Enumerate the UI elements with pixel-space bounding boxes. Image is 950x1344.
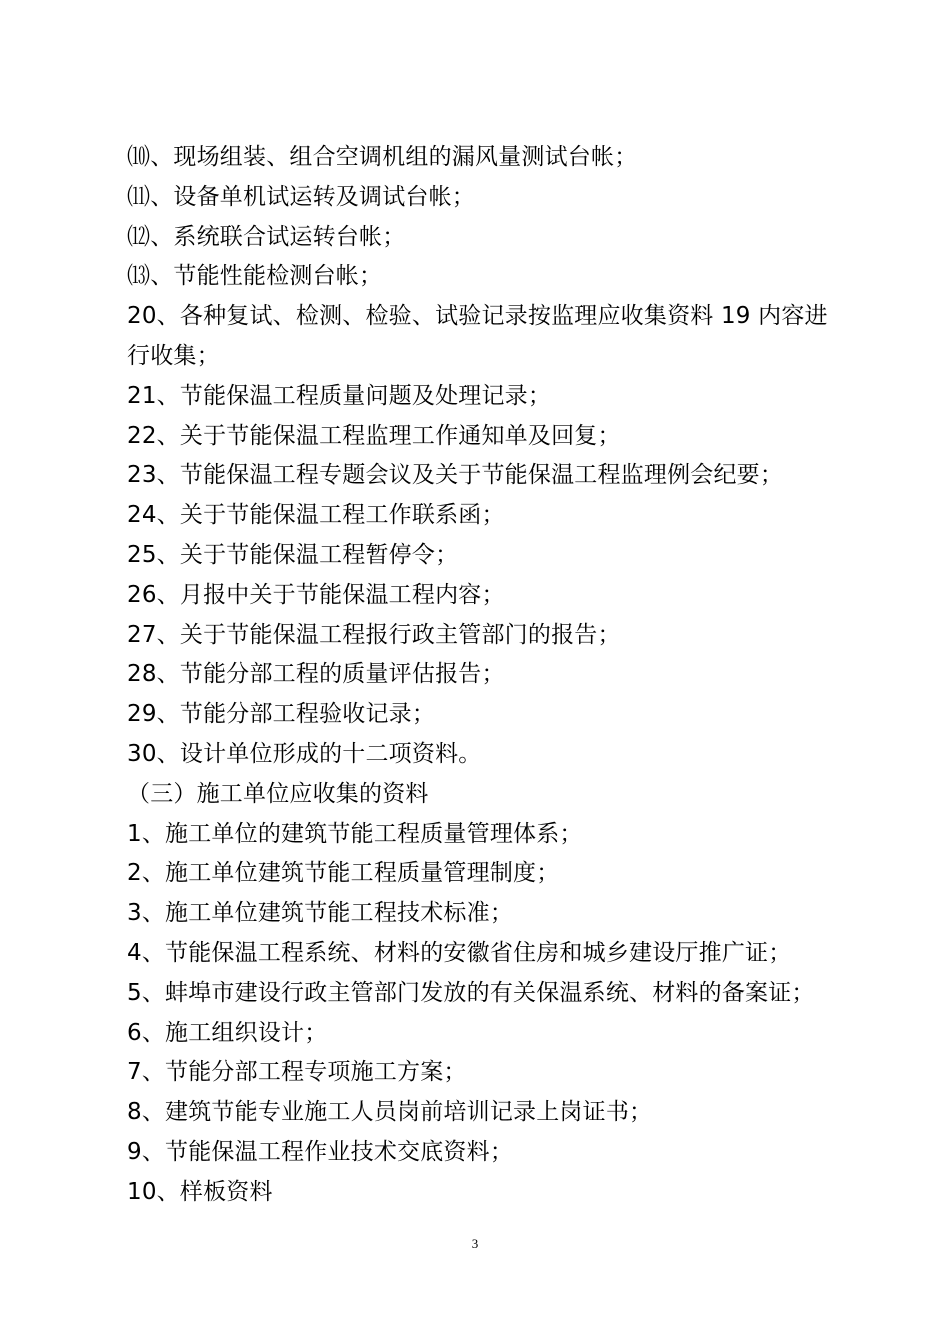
list-item: 1、施工单位的建筑节能工程质量管理体系； bbox=[127, 820, 583, 847]
list-item: 26、月报中关于节能保温工程内容； bbox=[127, 581, 505, 608]
list-item: 10、样板资料 bbox=[127, 1178, 273, 1205]
list-item: 23、节能保温工程专题会议及关于节能保温工程监理例会纪要； bbox=[127, 462, 784, 489]
list-item: 29、节能分部工程验收记录； bbox=[127, 701, 436, 728]
section-heading: （三）施工单位应收集的资料 bbox=[127, 780, 429, 807]
page-number: 3 bbox=[471, 1236, 479, 1251]
list-item: 25、关于节能保温工程暂停令； bbox=[127, 541, 459, 568]
list-item: 24、关于节能保温工程工作联系函； bbox=[127, 502, 505, 529]
list-item: ⒀、节能性能检测台帐； bbox=[127, 263, 383, 290]
list-item: 30、设计单位形成的十二项资料。 bbox=[127, 740, 482, 767]
list-item: 22、关于节能保温工程监理工作通知单及回复； bbox=[127, 422, 621, 449]
list-item: 4、节能保温工程系统、材料的安徽省住房和城乡建设厅推广证； bbox=[127, 939, 792, 966]
list-item: 7、节能分部工程专项施工方案； bbox=[127, 1059, 467, 1086]
list-item: 8、建筑节能专业施工人员岗前培训记录上岗证书； bbox=[127, 1099, 653, 1126]
list-item: 3、施工单位建筑节能工程技术标准； bbox=[127, 900, 514, 927]
list-item: ⑽、现场组装、组合空调机组的漏风量测试台帐； bbox=[127, 144, 638, 170]
list-item: ⑿、系统联合试运转台帐； bbox=[127, 223, 406, 250]
list-item: 27、关于节能保温工程报行政主管部门的报告； bbox=[127, 621, 621, 648]
list-item: 21、节能保温工程质量问题及处理记录； bbox=[127, 382, 552, 409]
list-item: 2、施工单位建筑节能工程质量管理制度； bbox=[127, 860, 560, 887]
list-item: ⑾、设备单机试运转及调试台帐； bbox=[127, 183, 475, 210]
list-item: 20、各种复试、检测、检验、试验记录按监理应收集资料 19 内容进行收集； bbox=[127, 303, 828, 369]
list-item: 28、节能分部工程的质量评估报告； bbox=[127, 661, 505, 688]
list-item: 6、施工组织设计； bbox=[127, 1019, 328, 1046]
list-item: 5、蚌埠市建设行政主管部门发放的有关保温系统、材料的备案证； bbox=[127, 979, 815, 1006]
document-body bbox=[127, 138, 847, 1213]
list-item: 9、节能保温工程作业技术交底资料； bbox=[127, 1138, 514, 1165]
